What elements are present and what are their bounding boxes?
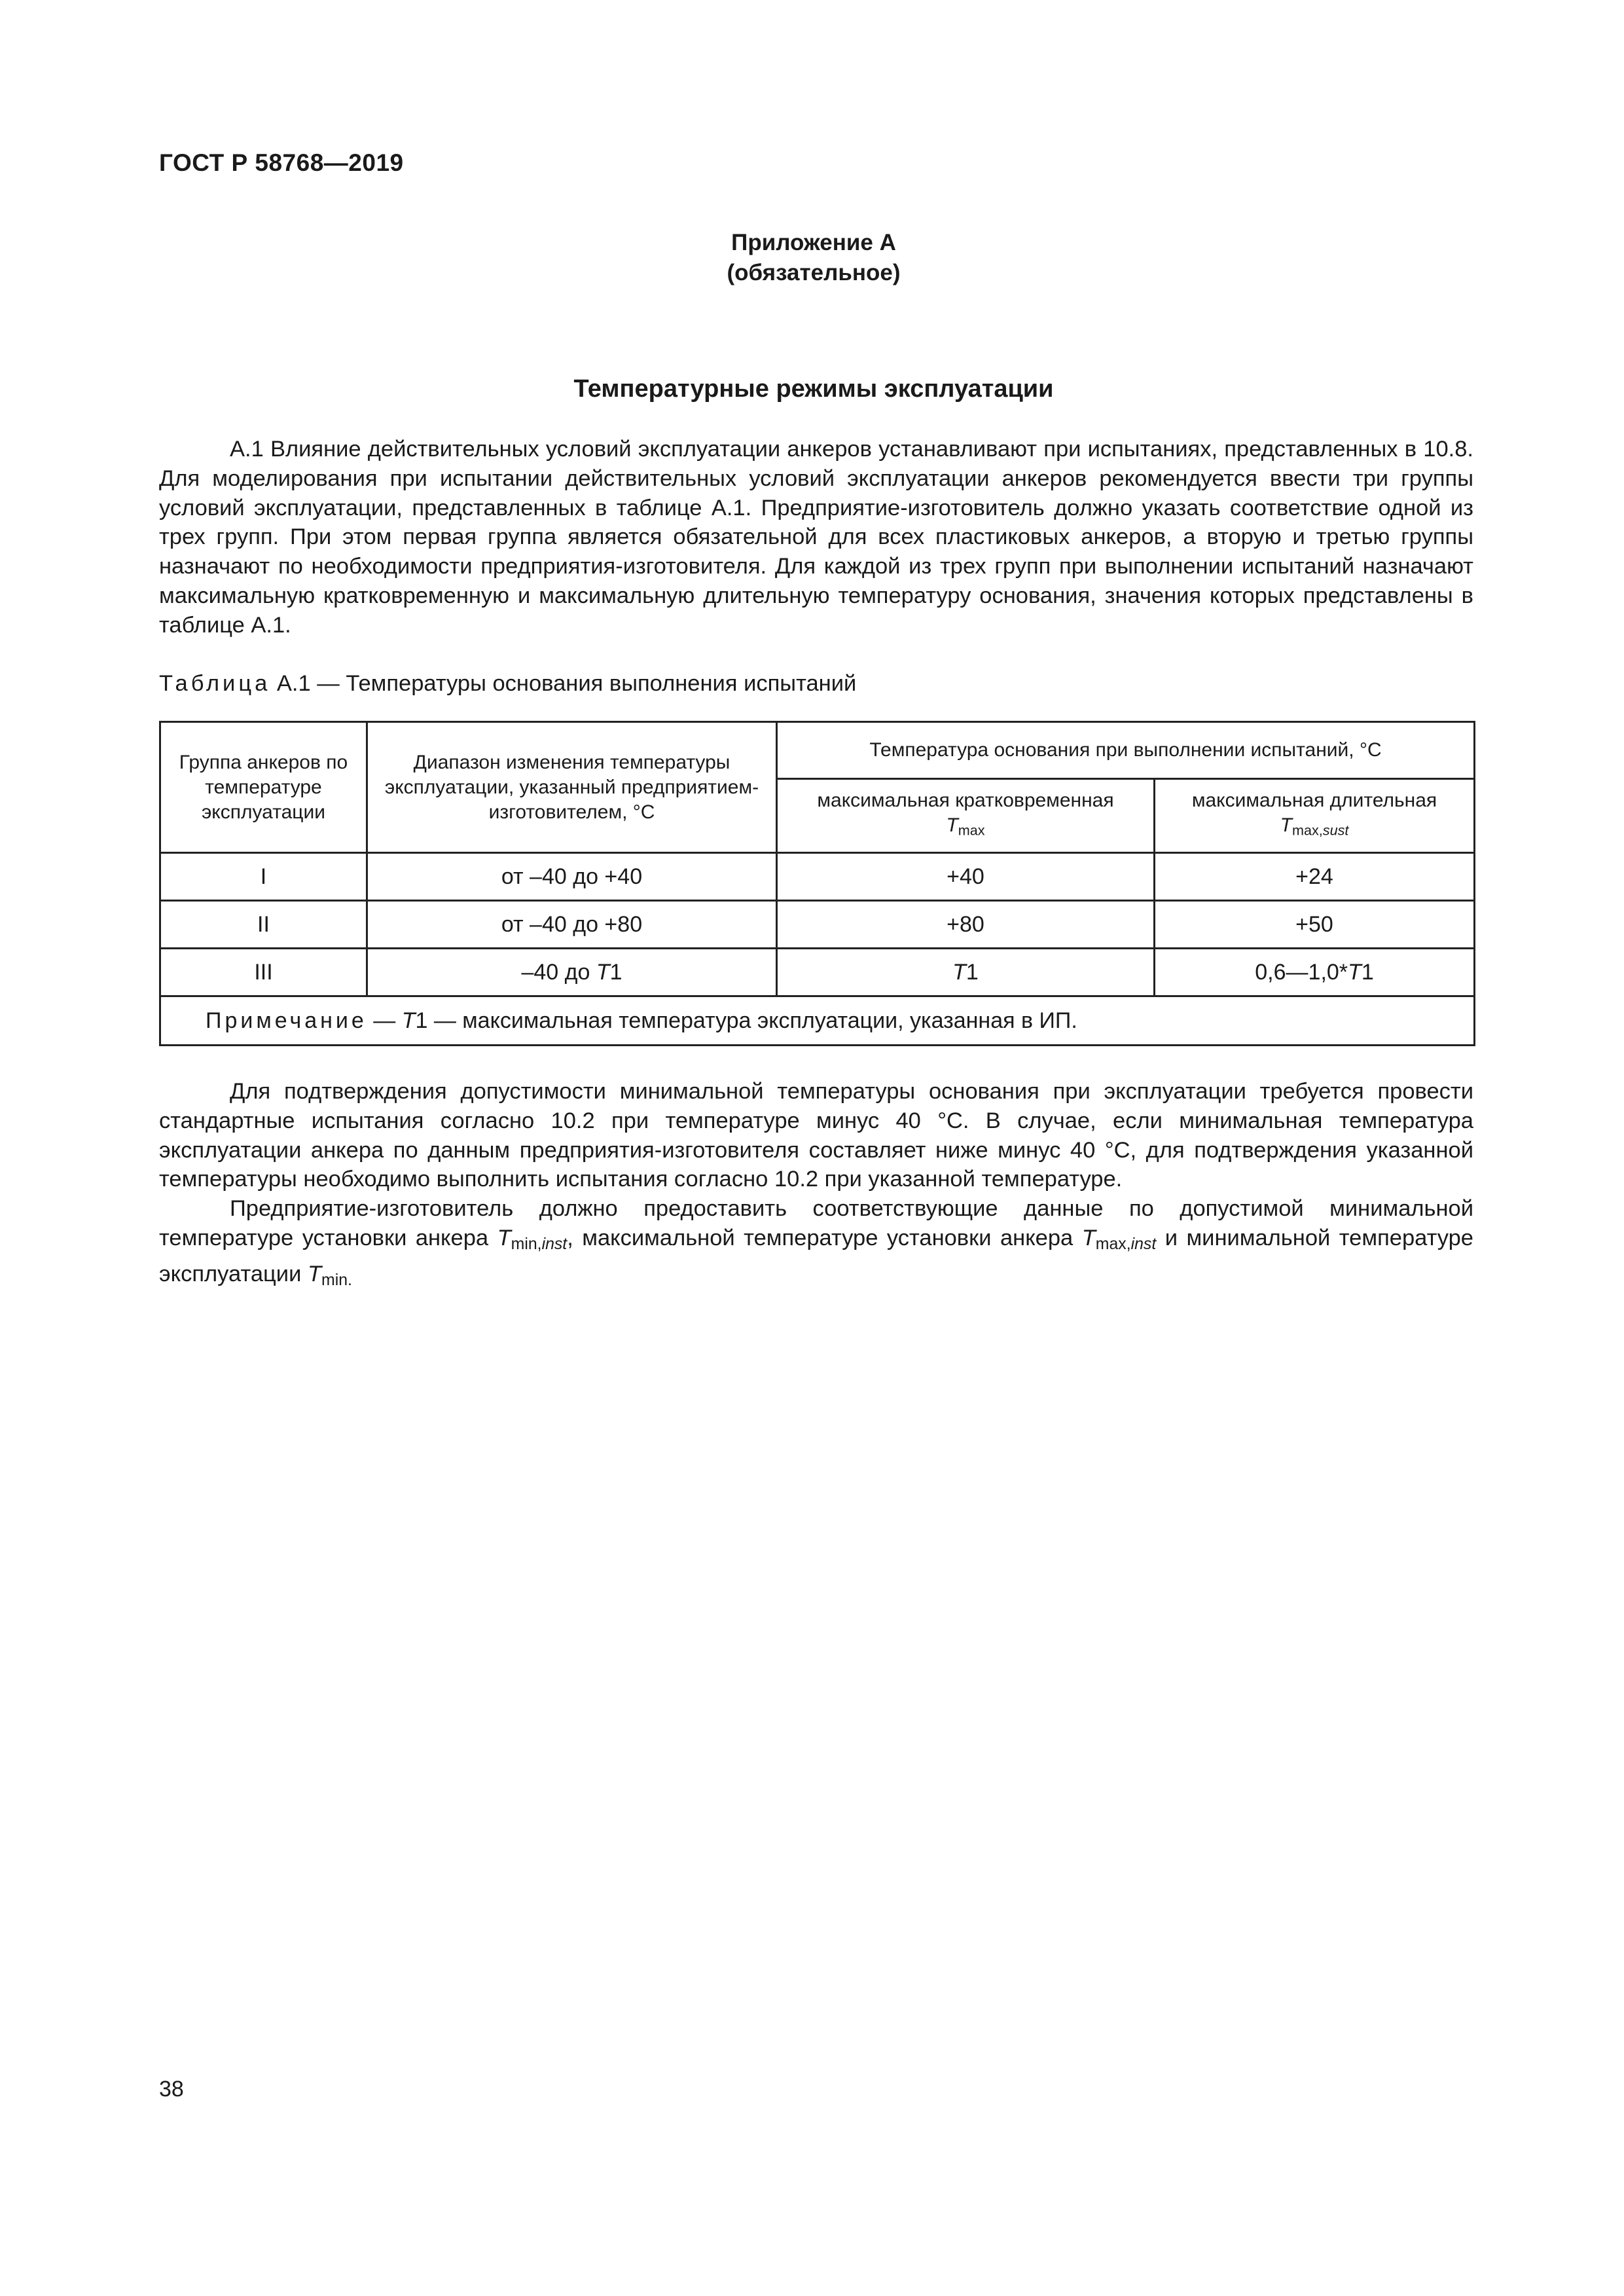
cell-range: –40 до T1 bbox=[367, 949, 777, 996]
annex-heading bbox=[159, 228, 1468, 288]
cell-long: 0,6—1,0*T1 bbox=[1155, 949, 1475, 996]
table-row bbox=[160, 949, 1475, 996]
cell-range: от –40 до +40 bbox=[367, 853, 777, 901]
table-header-row bbox=[160, 722, 1475, 779]
temperature-table bbox=[159, 721, 1475, 1046]
cell-short: T1 bbox=[777, 949, 1155, 996]
page-number: 38 bbox=[159, 2077, 184, 2102]
table-note: Примечание — T1 — максимальная температура эксплуатации, указанная в ИП. bbox=[160, 996, 1475, 1046]
header-range: Диапазон изменения температуры эксплуатации, указанный предприятием-изготовителем, °С bbox=[367, 722, 777, 853]
document-code: ГОСТ Р 58768—2019 bbox=[159, 149, 404, 176]
cell-short: +40 bbox=[777, 853, 1155, 901]
header-short-term bbox=[777, 779, 1155, 853]
annex-title: Приложение А bbox=[731, 230, 896, 255]
paragraph-a1: А.1 Влияние действительных условий эксплуатации анкеров устанавливают при испытаниях, представленных в 10.8. Для моделирования при испытании действительных условий эксплуатации анкеров рекомендуется ввести три группы условий эксплуатации, представленных в таблице А.1. Предприятие-изготовитель должно указать соответствие одной из трех групп. При этом первая группа является обязательной для всех пластиковых анкеров, а вторую и третью группы назначают по необходимости предприятия-изготовителя. Для каждой из трех групп при выполнении испытаний назначают максимальную кратковременную и максимальную длительную температуру основания, значения которых представлены в таблице А.1. bbox=[159, 437, 1473, 638]
cell-long: +50 bbox=[1155, 901, 1475, 949]
header-short-term-label: максимальная кратковременная bbox=[817, 790, 1114, 812]
section-title: Температурные режимы эксплуатации bbox=[573, 375, 1054, 403]
paragraph-provide: Предприятие-изготовитель должно предоставить соответствующие данные по допустимой минимальной температуре установки анкера Tmin,inst, максимальной температуре установки анкера Tmax,inst и минимальной температуре эксплуатации $T_{min.}$ bbox=[159, 1196, 1473, 1289]
table-caption-text: А.1 — Температуры основания выполнения испытаний bbox=[276, 671, 857, 696]
table-caption bbox=[159, 671, 856, 697]
header-short-term-symbol: $T_{max}$ bbox=[946, 814, 985, 839]
header-long-term bbox=[1155, 779, 1475, 853]
table-row bbox=[160, 901, 1475, 949]
cell-group: II bbox=[160, 901, 367, 949]
header-long-term-symbol: Tmax,sust bbox=[1280, 814, 1349, 839]
header-group: Группа анкеров по температуре эксплуатации bbox=[160, 722, 367, 853]
cell-group: III bbox=[160, 949, 367, 996]
annex-status: (обязательное) bbox=[727, 260, 901, 285]
header-base-temp: Температура основания при выполнении испытаний, °С bbox=[777, 722, 1475, 779]
table-row bbox=[160, 853, 1475, 901]
table-caption-label: Таблица bbox=[159, 671, 271, 696]
cell-group: I bbox=[160, 853, 367, 901]
header-long-term-label: максимальная длительная bbox=[1191, 790, 1437, 812]
paragraph-confirm: Для подтверждения допустимости минимальной температуры основания при эксплуатации требуется провести стандартные испытания согласно 10.2 при температуре минус 40 °С. В случае, если минимальная температура эксплуатации анкера по данным предприятия-изготовителя составляет ниже минус 40 °С, для подтверждения указанной температуры необходимо выполнить испытания согласно 10.2 при указанной температуре. bbox=[159, 1079, 1473, 1192]
cell-long: +24 bbox=[1155, 853, 1475, 901]
cell-short: +80 bbox=[777, 901, 1155, 949]
cell-range: от –40 до +80 bbox=[367, 901, 777, 949]
table-note-row bbox=[160, 996, 1475, 1046]
